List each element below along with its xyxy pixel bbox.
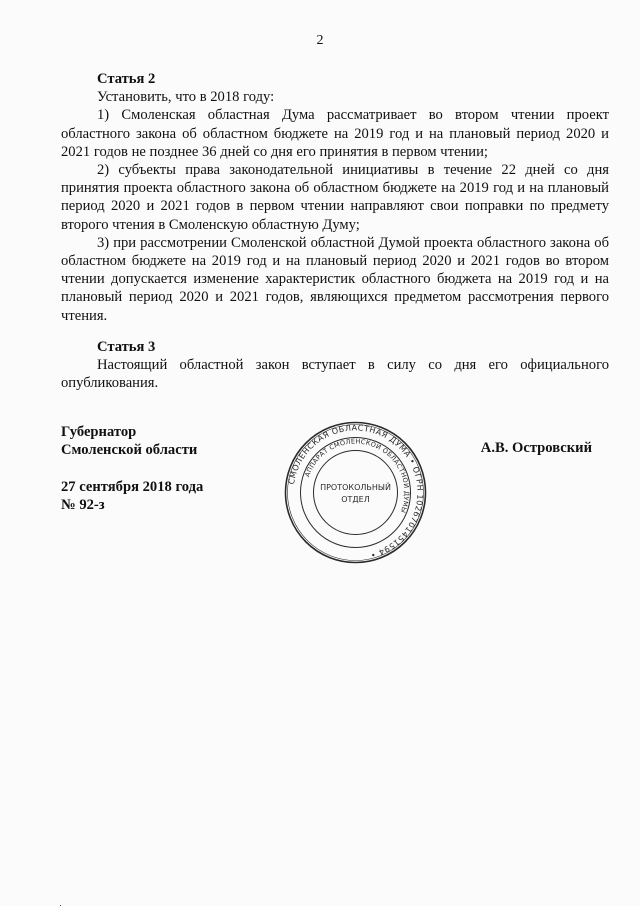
seal-outer-text: СМОЛЕНСКАЯ ОБЛАСТНАЯ ДУМА • ОГРН 1026701451594 • xyxy=(287,423,425,560)
page-number: 2 xyxy=(316,33,324,48)
article-3-text: Настоящий областной закон вступает в силу со дня его официального опубликования. xyxy=(61,357,609,392)
law-date-block xyxy=(61,478,203,514)
position-line-1: Губернатор xyxy=(61,424,137,440)
article-3-title: Статья 3 xyxy=(97,339,156,355)
law-date: 27 сентября 2018 года xyxy=(61,479,204,495)
article-2-title: Статья 2 xyxy=(97,71,156,87)
official-seal xyxy=(283,420,428,565)
seal-center-line-2: ОТДЕЛ xyxy=(341,495,370,504)
article-2-item-3: 3) при рассмотрении Смоленской областной Думой проекта областного закона об областном бюджете на 2019 год и на плановый период 2020 и 2021 годов во втором чтении допускается изменение характеристик областного бюджета на 2019 год и на плановый период 2020 и 2021 годов, являющихся предметом рассмотрения первого чтения. xyxy=(61,234,609,324)
position-line-2: Смоленской области xyxy=(61,442,198,459)
law-number: № 92-з xyxy=(61,497,105,514)
seal-center-line-1: ПРОТОКОЛЬНЫЙ xyxy=(320,483,391,492)
signatory-position xyxy=(61,423,197,459)
article-2 xyxy=(61,70,609,325)
signatory-name: А.В. Островский xyxy=(480,440,592,456)
seal-graphic xyxy=(283,420,428,565)
article-2-item-1: 1) Смоленская областная Дума рассматривает во втором чтении проект областного закона об областном бюджете на 2019 год и на плановый период 2020 и 2021 годов не позднее 36 дней со дня его принятия в первом чтении; xyxy=(61,107,609,160)
seal-inner-text: АППАРАТ СМОЛЕНСКОЙ ОБЛАСТНОЙ ДУМЫ xyxy=(303,437,411,515)
article-3 xyxy=(61,338,609,393)
article-2-intro: Установить, что в 2018 году: xyxy=(97,89,275,106)
article-2-item-2: 2) субъекты права законодательной инициативы в течение 22 дней со дня принятия проекта областного закона об областном бюджете на 2019 год и на плановый период 2020 и 2021 годов в первом чтении направляют свои поправки по предмету второго чтения в Смоленскую областную Думу; xyxy=(61,162,609,233)
